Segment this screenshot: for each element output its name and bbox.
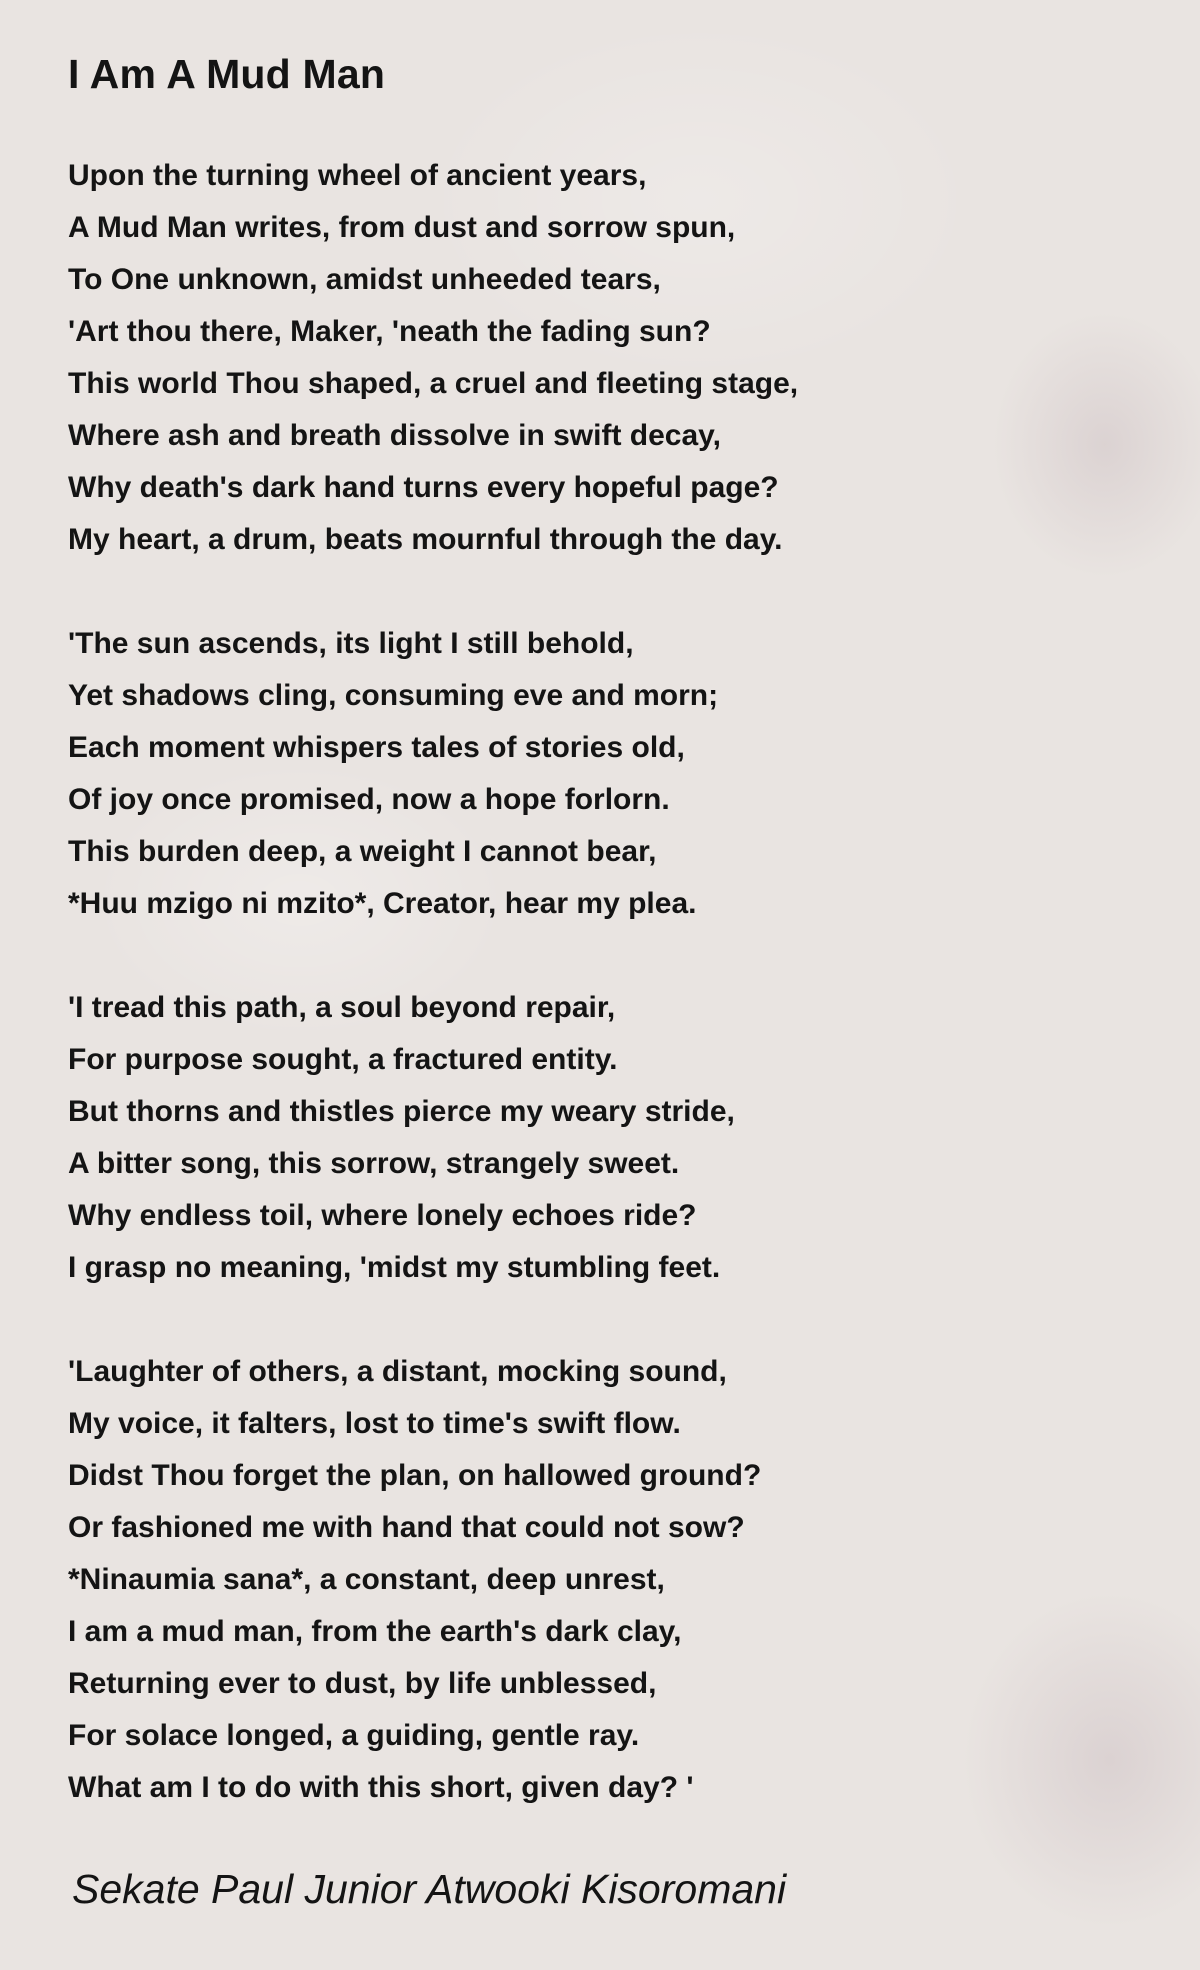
poem-title: I Am A Mud Man bbox=[68, 51, 386, 97]
poem-line: I am a mud man, from the earth's dark clay, bbox=[68, 1615, 682, 1648]
poem-line: Where ash and breath dissolve in swift decay, bbox=[68, 419, 721, 452]
poem-line: Upon the turning wheel of ancient years, bbox=[68, 159, 647, 192]
poem-line: But thorns and thistles pierce my weary stride, bbox=[68, 1095, 735, 1128]
poem-line: For solace longed, a guiding, gentle ray. bbox=[68, 1719, 640, 1752]
poem-line: 'Laughter of others, a distant, mocking sound, bbox=[68, 1355, 727, 1388]
poem-line: Yet shadows cling, consuming eve and morn; bbox=[68, 679, 719, 712]
stanza-4 bbox=[68, 1346, 1128, 1814]
poem-line: 'I tread this path, a soul beyond repair, bbox=[68, 991, 616, 1024]
poem-author: Sekate Paul Junior Atwooki Kisoromani bbox=[72, 1866, 787, 1912]
poem-line: Didst Thou forget the plan, on hallowed ground? bbox=[68, 1459, 762, 1492]
poem-line: A Mud Man writes, from dust and sorrow spun, bbox=[68, 211, 736, 244]
poem-line: *Huu mzigo ni mzito*, Creator, hear my plea. bbox=[68, 887, 697, 920]
poem-line: 'Art thou there, Maker, 'neath the fading sun? bbox=[68, 315, 711, 348]
poem-line: This world Thou shaped, a cruel and fleeting stage, bbox=[68, 367, 799, 400]
poem-line: I grasp no meaning, 'midst my stumbling feet. bbox=[68, 1251, 721, 1284]
stanza-2 bbox=[68, 618, 1128, 930]
poem-line: What am I to do with this short, given day? ' bbox=[68, 1771, 694, 1804]
poem-line: For purpose sought, a fractured entity. bbox=[68, 1043, 618, 1076]
stanza-3 bbox=[68, 982, 1128, 1294]
poem-line: Why endless toil, where lonely echoes ride? bbox=[68, 1199, 697, 1232]
poem-line: *Ninaumia sana*, a constant, deep unrest, bbox=[68, 1563, 665, 1596]
poem-line: A bitter song, this sorrow, strangely sweet. bbox=[68, 1147, 680, 1180]
poem-line: To One unknown, amidst unheeded tears, bbox=[68, 263, 661, 296]
stanza-1 bbox=[68, 150, 1128, 566]
poem-line: This burden deep, a weight I cannot bear, bbox=[68, 835, 657, 868]
poem-line: Or fashioned me with hand that could not sow? bbox=[68, 1511, 745, 1544]
poem-line: Why death's dark hand turns every hopeful page? bbox=[68, 471, 779, 504]
poem-line: 'The sun ascends, its light I still behold, bbox=[68, 627, 634, 660]
poem-body bbox=[68, 150, 1128, 1866]
poem-line: Returning ever to dust, by life unblessed, bbox=[68, 1667, 657, 1700]
poem-line: Each moment whispers tales of stories old, bbox=[68, 731, 685, 764]
poem-line: My voice, it falters, lost to time's swift flow. bbox=[68, 1407, 681, 1440]
poem-line: My heart, a drum, beats mournful through the day. bbox=[68, 523, 783, 556]
poem-line: Of joy once promised, now a hope forlorn. bbox=[68, 783, 670, 816]
